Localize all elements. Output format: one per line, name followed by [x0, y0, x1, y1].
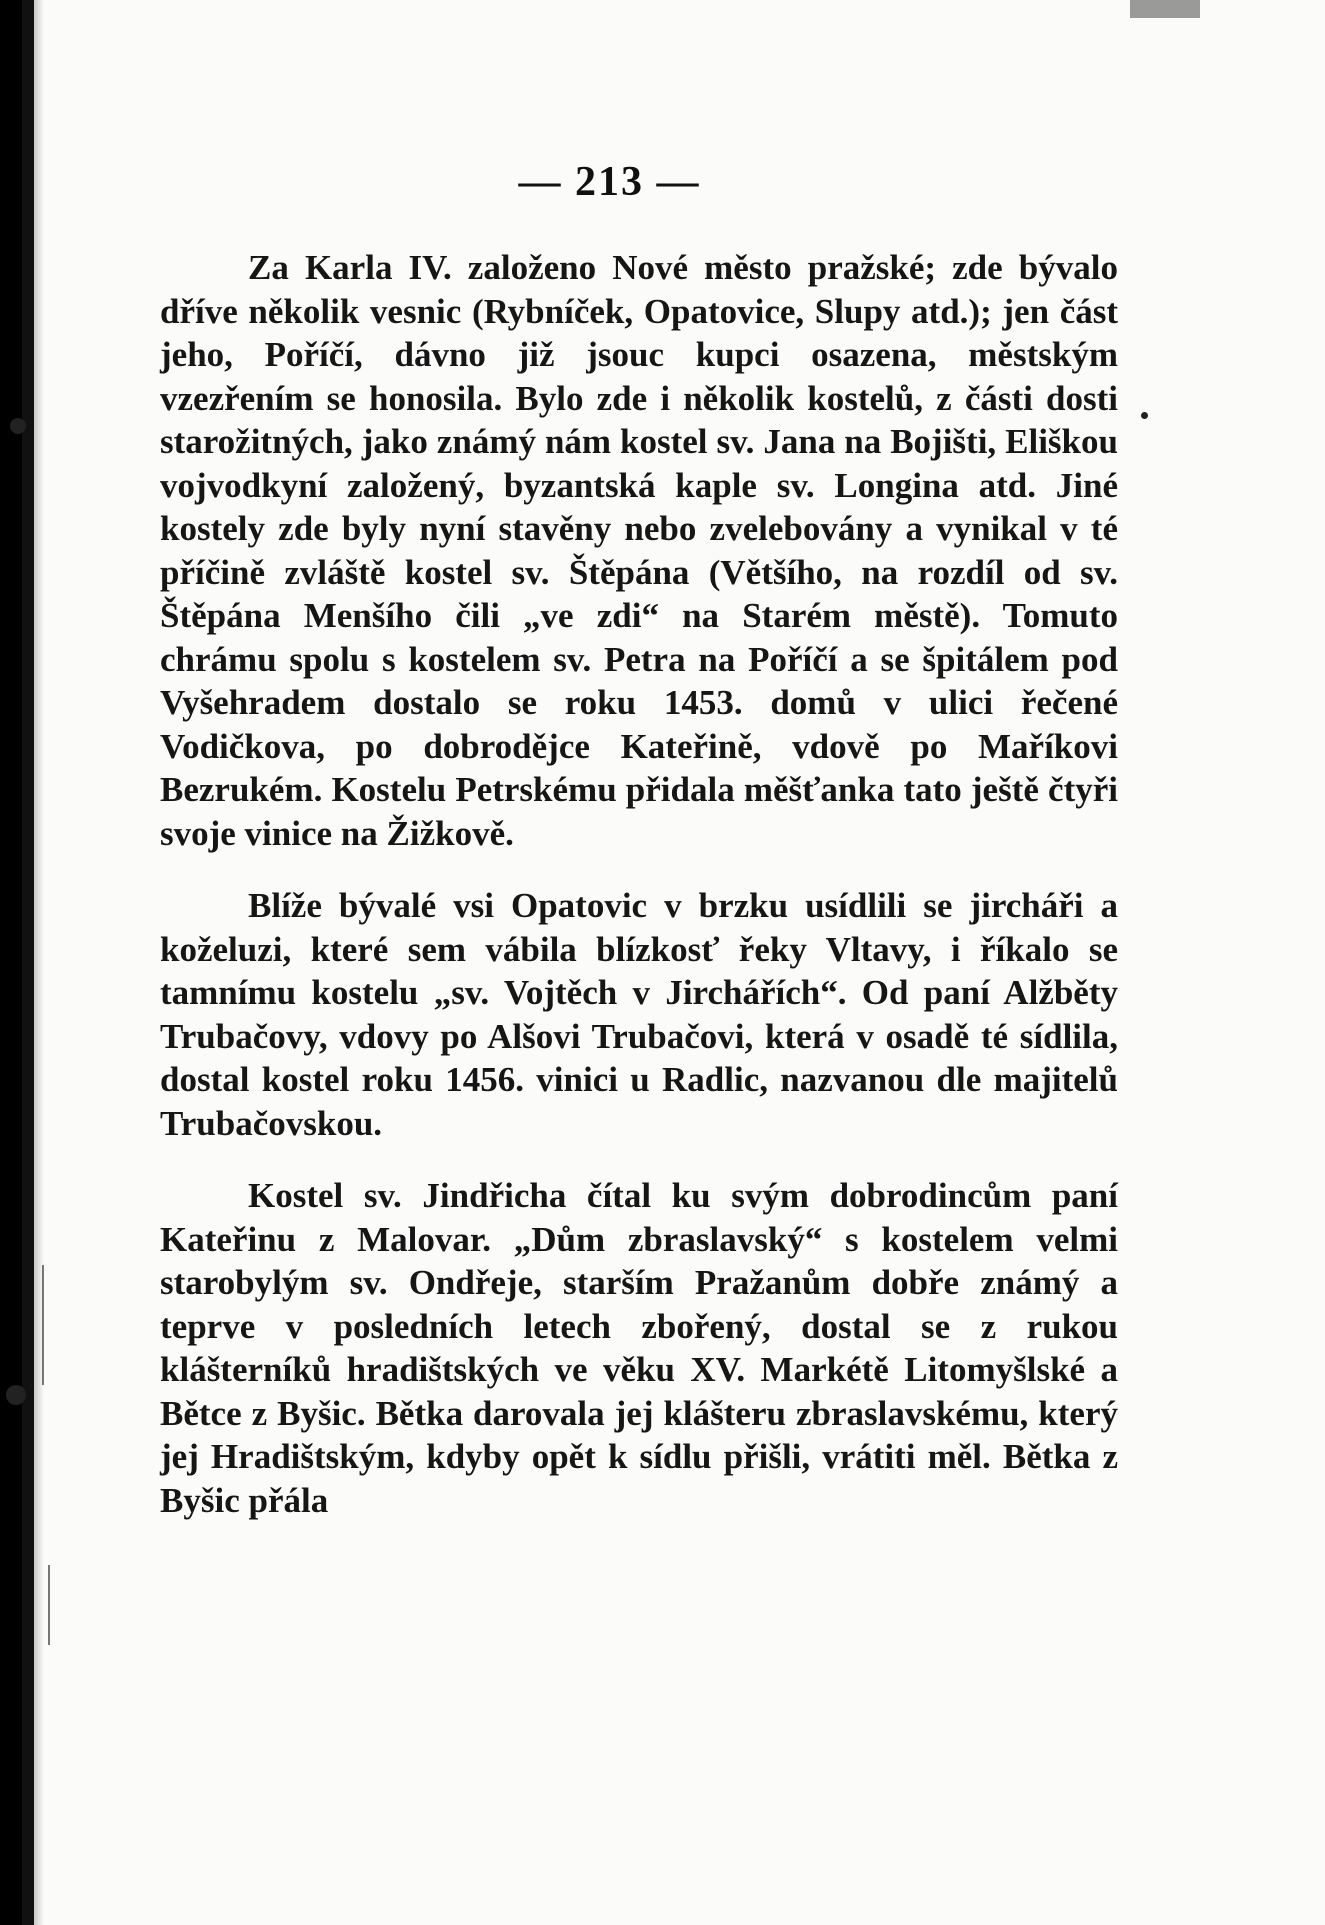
scan-speck	[6, 1385, 26, 1405]
page-gutter-shadow	[34, 0, 44, 1925]
paragraph-1: Za Karla IV. založeno Nové město pražské; zde bývalo dříve několik vesnic (Rybníček, Opatovice, Slupy atd.); jen část jeho, Poříčí, dávno již jsouc kupci osazena, městským vzezřením se honosila. Bylo zde i několik kostelů, z části dosti starožitných, jako známý nám kostel sv. Jana na Bojišti, Eliškou vojvodkyní založený, byzantská kaple sv. Longina atd. Jiné kostely zde byly nyní stavěny nebo zvelebovány a vynikal v té příčině zvláště kostel sv. Štěpána (Většího, na rozdíl od sv. Štěpána Menšího čili „ve zdi“ na Starém městě). Tomuto chrámu spolu s kostelem sv. Petra na Poříčí a se špitálem pod Vyšehradem dostalo se roku 1453. domů v ulici řečené Vodičkova, po dobrodějce Kateřině, vdově po Maříkovi Bezrukém. Kostelu Petrskému přidala měšťanka tato ještě čtyři svoje vinice na Žižkově.	[160, 248, 1118, 853]
page-number: — 213 —	[518, 159, 701, 205]
scan-edge-mark	[1130, 0, 1200, 18]
scan-edge-mark	[42, 1265, 44, 1385]
body-text	[160, 246, 1118, 1522]
paragraph-2: Blíže bývalé vsi Opatovic v brzku usídlili se jircháři a koželuzi, které sem vábila blízkosť řeky Vltavy, i říkalo se tamnímu kostelu „sv. Vojtěch v Jirchářích“. Od paní Alžběty Trubačovy, vdovy po Alšovi Trubačovi, která v osadě té sídlila, dostal kostel roku 1456. vinici u Radlic, nazvanou dle majitelů Trubačovskou.	[160, 886, 1118, 1143]
paragraph-3: Kostel sv. Jindřicha čítal ku svým dobrodincům paní Kateřinu z Malovar. „Dům zbraslavský“ s kostelem velmi starobylým sv. Ondřeje, starším Pražanům dobře známý a teprve v posledních letech zbořený, dostal se z rukou klášterníků hradištských ve věku XV. Markétě Litomyšlské a Bětce z Byšic. Bětka darovala jej klášteru zbraslavskému, který jej Hradištským, kdyby opět k sídlu přišli, vrátiti měl. Bětka z Byšic přála	[160, 1176, 1118, 1520]
scan-speck	[1141, 412, 1148, 419]
scan-speck	[10, 418, 26, 434]
scan-edge-mark	[48, 1565, 50, 1645]
scan-left-border	[22, 0, 34, 1925]
